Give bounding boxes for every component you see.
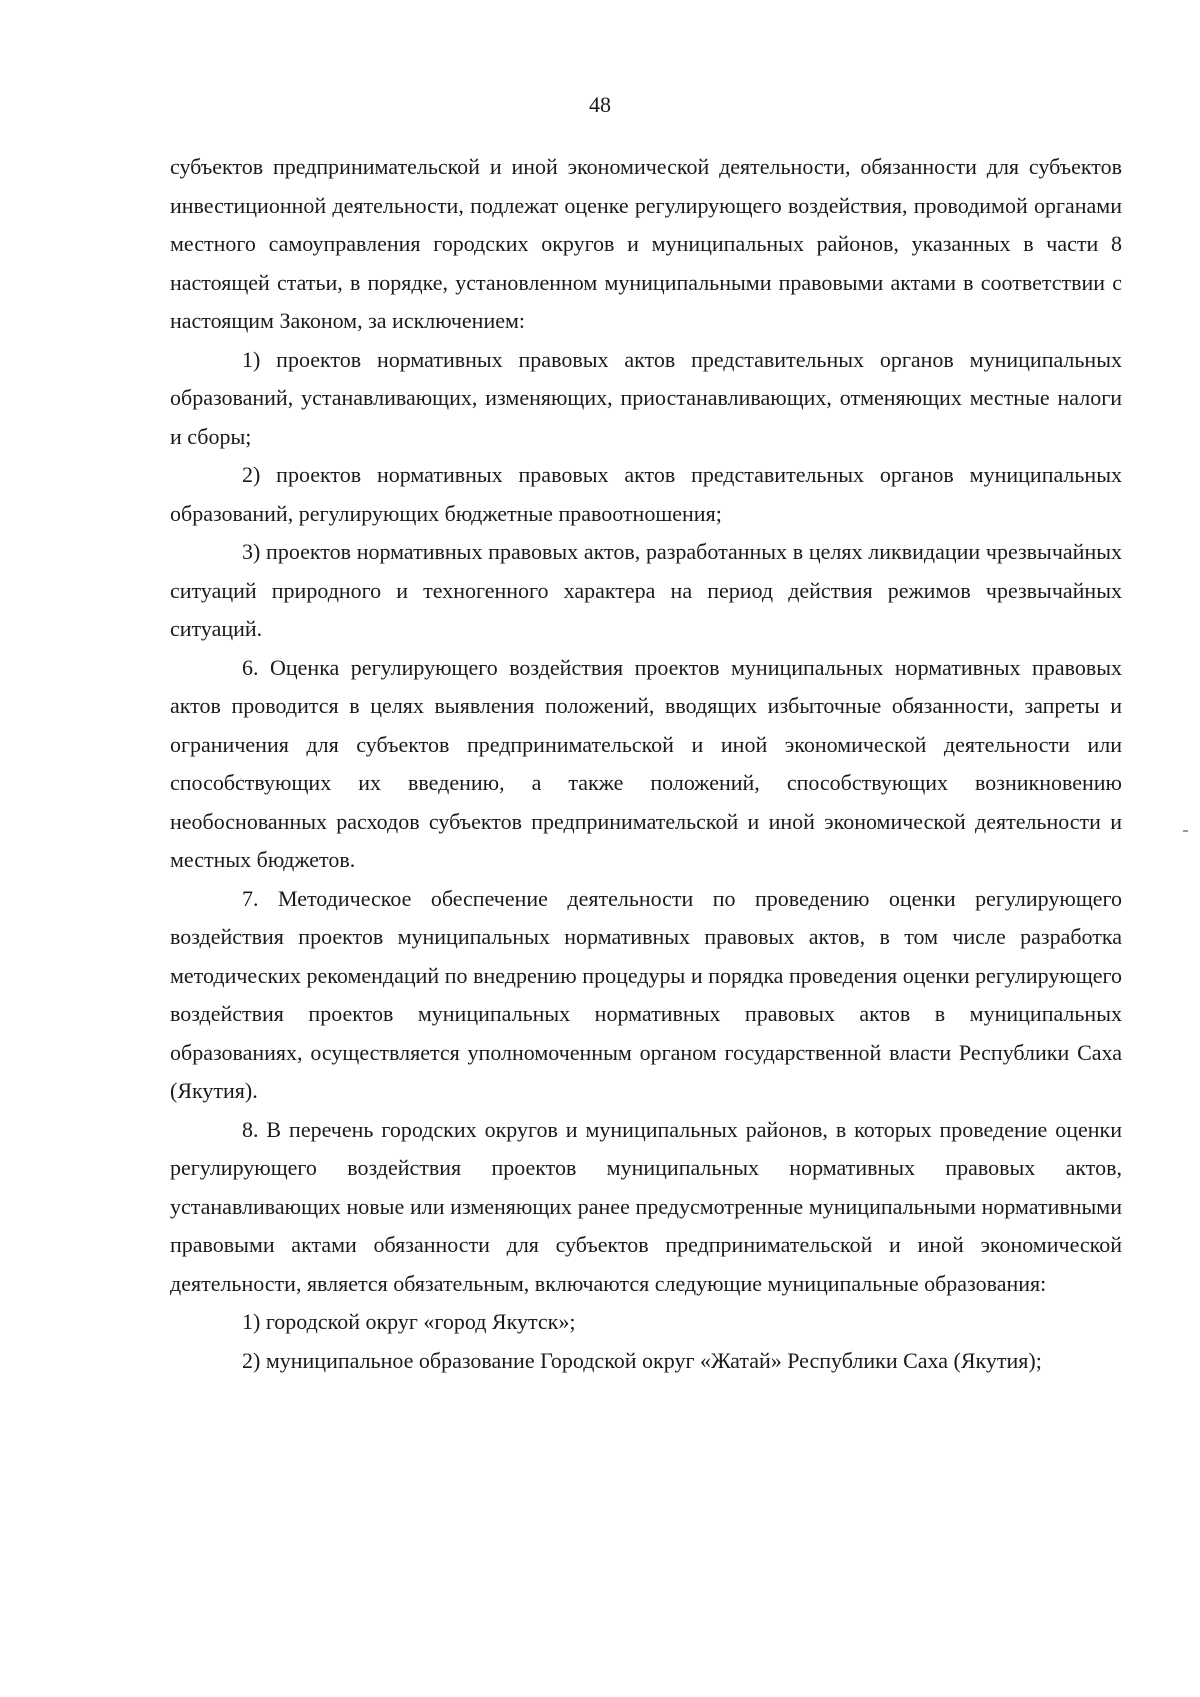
list-item-municipality-1: 1) городской округ «город Якутск»; bbox=[242, 1309, 576, 1334]
paragraph-section-8: 8. В перечень городских округов и муниципальных районов, в которых проведение оценки регулирующего воздействия проектов муниципальных нормативных правовых актов, устанавливающих новые или изменяющих ранее предусмотренные муниципальными нормативными правовыми актами обязанности для субъектов предпринимательской и иной экономической деятельности, является обязательным, включаются следующие муниципальные образования: bbox=[170, 1116, 1122, 1296]
page-number: 48 bbox=[589, 92, 611, 117]
paragraph-continuation: субъектов предпринимательской и иной экономической деятельности, обязанности для субъектов инвестиционной деятельности, подлежат оценке регулирующего воздействия, проводимой органами местного самоуправления городских округов и муниципальных районов, указанных в части 8 настоящей статьи, в порядке, установленном муниципальными правовыми актами в соответствии с настоящим Законом, за исключением: bbox=[170, 154, 1122, 333]
list-item-municipality-2: 2) муниципальное образование Городской округ «Жатай» Республики Саха (Якутия); bbox=[242, 1347, 1042, 1373]
list-item-exception-2: 2) проектов нормативных правовых актов представительных органов муниципальных образований, регулирующих бюджетные правоотношения; bbox=[170, 462, 1122, 526]
paragraph-section-7: 7. Методическое обеспечение деятельности по проведению оценки регулирующего воздействия проектов муниципальных нормативных правовых актов, в том числе разработка методических рекомендаций по внедрению процедуры и порядка проведения оценки регулирующего воздействия проектов муниципальных нормативных правовых актов в муниципальных образованиях, осуществляется уполномоченным органом государственной власти Республики Саха (Якутия). bbox=[170, 885, 1122, 1103]
list-item-exception-3: 3) проектов нормативных правовых актов, разработанных в целях ликвидации чрезвычайных ситуаций природного и техногенного характера на период действия режимов чрезвычайных ситуаций. bbox=[170, 539, 1122, 641]
document-body bbox=[170, 148, 1122, 1380]
scan-speck bbox=[1183, 830, 1188, 832]
list-item-exception-1: 1) проектов нормативных правовых актов представительных органов муниципальных образований, устанавливающих, изменяющих, приостанавливающих, отменяющих местные налоги и сборы; bbox=[170, 346, 1122, 449]
paragraph-section-6: 6. Оценка регулирующего воздействия проектов муниципальных нормативных правовых актов проводится в целях выявления положений, вводящих избыточные обязанности, запреты и ограничения для субъектов предпринимательской и иной экономической деятельности или способствующих их введению, а также положений, способствующих возникновению необоснованных расходов субъектов предпринимательской и иной экономической деятельности и местных бюджетов. bbox=[170, 654, 1122, 872]
